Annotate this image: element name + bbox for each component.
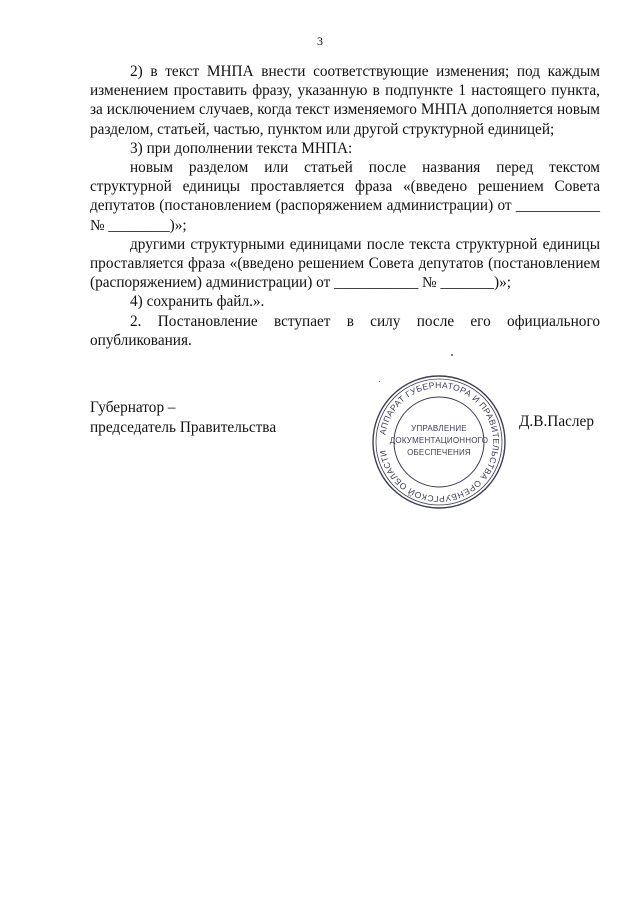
document-body [90, 62, 600, 350]
signatory-title [90, 398, 276, 438]
stamp-center-line3: ОБЕСПЕЧЕНИЯ [407, 448, 471, 457]
scan-speck [379, 381, 380, 382]
stamp-graphic [370, 373, 508, 511]
signatory-title-line2: председатель Правительства [90, 419, 277, 436]
signatory-name: Д.В.Паслер [519, 413, 594, 430]
paragraph-item-3: 3) при дополнении текста МНПА: [130, 139, 353, 157]
page-number: 3 [317, 34, 323, 48]
signatory-title-line1: Губернатор – [90, 399, 176, 416]
scan-speck [451, 354, 453, 356]
stamp-center-line1: УПРАВЛЕНИЕ [411, 424, 467, 433]
paragraph-new-section: новым разделом или статьей после названия перед текстом структурной единицы проставляется фраза «(введено решением Совета депутатов (постановлением (распоряжением администрации) от ___________ № ________)»; [90, 159, 600, 234]
paragraph-item-2: 2) в текст МНПА внести соответствующие изменения; под каждым изменением проставить фразу, указанную в подпункте 1 настоящего пункта, за исключением случаев, когда текст изменяемого МНПА дополняется новым разделом, статьей, частью, пунктом или другой структурной единицей; [90, 63, 600, 138]
stamp-center-line2: ДОКУМЕНТАЦИОННОГО [389, 436, 489, 445]
paragraph-item-4: 4) сохранить файл.». [130, 293, 265, 311]
stamp-ring-textpath: АППАРАТ ГУБЕРНАТОРА И ПРАВИТЕЛЬСТВА ОРЕНБУРГСКОЙ ОБЛАСТИ [377, 379, 502, 505]
official-stamp [370, 373, 508, 511]
paragraph-effective-date: 2. Постановление вступает в силу после его официального опубликования. [90, 312, 600, 349]
paragraph-other-units: другими структурными единицами после текста структурной единицы проставляется фраза «(введено решением Совета депутатов (постановлением (распоряжением) администрации) от ___________ № _______)»; [90, 235, 600, 292]
